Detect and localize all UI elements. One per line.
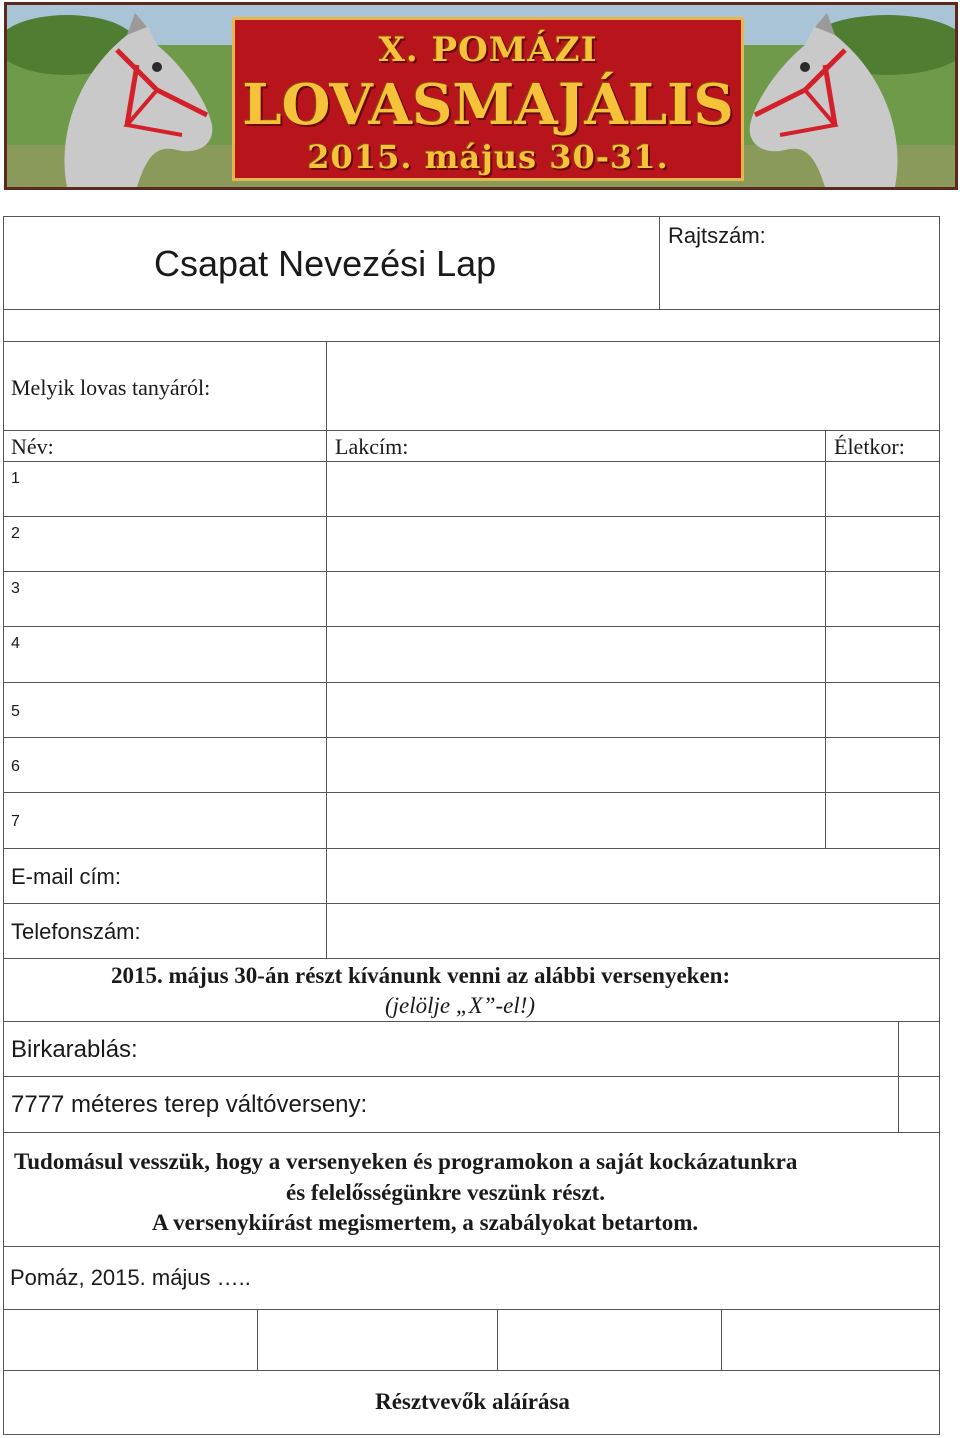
address-column-header: Lakcím:	[335, 434, 409, 459]
ranch-input[interactable]	[326, 341, 940, 431]
participant-name-field[interactable]	[3, 461, 327, 517]
participant-row-number: 2	[11, 525, 20, 542]
competition-2-label: 7777 méteres terep váltóverseny:	[11, 1091, 368, 1118]
ranch-label: Melyik lovas tanyáról:	[11, 375, 211, 400]
participant-age-field[interactable]	[825, 682, 940, 738]
participant-name-field[interactable]	[3, 516, 327, 572]
place-date-text: Pomáz, 2015. május …..	[10, 1265, 251, 1290]
disclaimer-line-3: A versenykiírást megismertem, a szabályokat betartom.	[152, 1210, 699, 1235]
participant-address-field[interactable]	[326, 516, 826, 572]
participant-age-field[interactable]	[825, 571, 940, 627]
participant-address-field[interactable]	[326, 737, 826, 793]
form-title-cell	[3, 216, 660, 310]
participant-name-field[interactable]	[3, 737, 327, 793]
phone-field[interactable]	[326, 903, 940, 959]
address-header-cell	[326, 430, 826, 462]
ranch-label-cell	[3, 341, 327, 431]
event-banner	[4, 2, 958, 190]
participant-age-field[interactable]	[825, 516, 940, 572]
participant-age-field[interactable]	[825, 626, 940, 683]
start-number-field[interactable]	[659, 216, 940, 310]
phone-label-cell	[3, 903, 327, 959]
competition-1-label: Birkarablás:	[11, 1036, 138, 1063]
participant-address-field[interactable]	[326, 571, 826, 627]
participant-name-field[interactable]	[3, 571, 327, 627]
participant-row-number: 5	[11, 703, 20, 720]
name-column-header: Név:	[11, 434, 54, 459]
email-label-cell	[3, 848, 327, 904]
signature-label-cell	[3, 1370, 940, 1435]
competitions-heading: 2015. május 30-án részt kívánunk venni az alábbi versenyeken:	[111, 963, 731, 988]
spacer-row	[3, 309, 940, 342]
participant-age-field[interactable]	[825, 792, 940, 849]
email-field[interactable]	[326, 848, 940, 904]
competition-1-checkbox[interactable]	[898, 1021, 940, 1077]
name-header-cell	[3, 430, 327, 462]
competition-2-label-cell	[3, 1076, 899, 1133]
participant-address-field[interactable]	[326, 792, 826, 849]
disclaimer-cell	[3, 1132, 940, 1247]
place-date-cell[interactable]	[3, 1246, 940, 1310]
participant-address-field[interactable]	[326, 461, 826, 517]
disclaimer-line-1: Tudomásul vesszük, hogy a versenyeken és programokon a saját kockázatunkra	[14, 1149, 798, 1174]
disclaimer-line-2: és felelősségünkre veszünk részt.	[286, 1180, 605, 1205]
participant-address-field[interactable]	[326, 682, 826, 738]
signature-box[interactable]	[497, 1309, 722, 1371]
banner-edition: X. POMÁZI	[378, 30, 598, 70]
participant-row-number: 6	[11, 758, 20, 775]
participant-row-number: 1	[11, 470, 20, 487]
participant-name-field[interactable]	[3, 626, 327, 683]
signature-box[interactable]	[721, 1309, 940, 1371]
signature-box[interactable]	[257, 1309, 498, 1371]
participant-address-field[interactable]	[326, 626, 826, 683]
start-number-label: Rajtszám:	[668, 223, 766, 248]
signature-label: Résztvevők aláírása	[375, 1389, 570, 1414]
participant-row-number: 4	[11, 635, 20, 652]
page-title: Csapat Nevezési Lap	[154, 243, 497, 284]
team-entry-form	[3, 216, 940, 1435]
competition-2-checkbox[interactable]	[898, 1076, 940, 1133]
participant-age-field[interactable]	[825, 461, 940, 517]
competitions-hint: (jelölje „X”-el!)	[385, 993, 536, 1018]
participant-row-number: 7	[11, 813, 20, 830]
participant-age-field[interactable]	[825, 737, 940, 793]
participant-name-field[interactable]	[3, 682, 327, 738]
participant-row-number: 3	[11, 580, 20, 597]
participant-name-field[interactable]	[3, 792, 327, 849]
age-header-cell	[825, 430, 940, 462]
banner-dates: 2015. május 30-31.	[307, 138, 669, 176]
banner-event-name: LOVASMAJÁLIS	[242, 72, 734, 138]
signature-box[interactable]	[3, 1309, 258, 1371]
phone-label: Telefonszám:	[11, 919, 141, 944]
competition-1-label-cell	[3, 1021, 899, 1077]
banner-title-panel	[232, 17, 744, 181]
competitions-heading-cell	[3, 958, 940, 1022]
age-column-header: Életkor:	[834, 434, 905, 459]
email-label: E-mail cím:	[11, 864, 121, 889]
